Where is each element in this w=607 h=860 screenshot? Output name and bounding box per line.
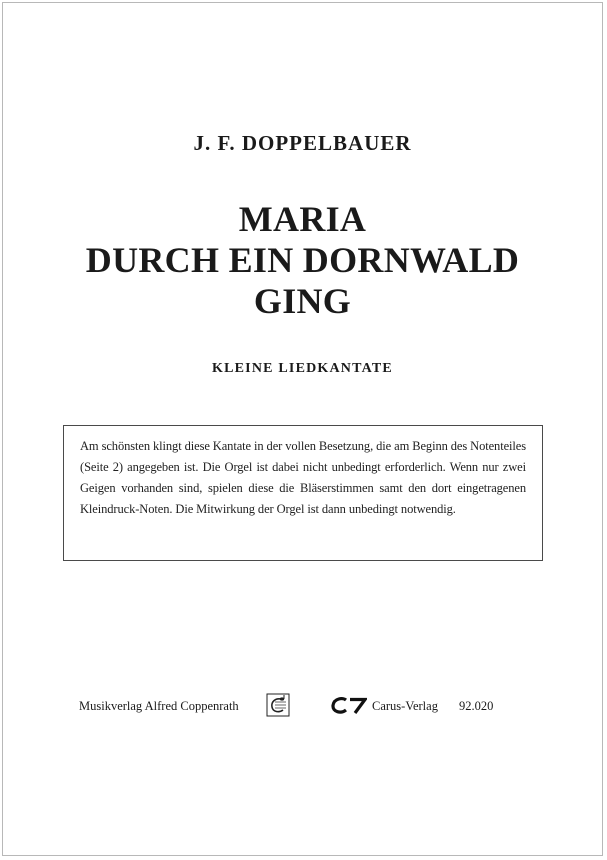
work-title: [3, 199, 602, 322]
publisher-footer: [79, 693, 539, 719]
catalog-number: 92.020: [459, 699, 494, 713]
carus-logo-icon: [331, 697, 367, 714]
work-subtitle: KLEINE LIEDKANTATE: [212, 361, 393, 376]
performance-note-box: [63, 425, 543, 561]
title-line-3: GING: [253, 281, 352, 321]
score-cover-page: [2, 2, 603, 856]
publisher-coppenrath: Musikverlag Alfred Coppenrath: [79, 699, 239, 713]
title-line-1: MARIA: [238, 199, 367, 239]
composer-name: J. F. DOPPELBAUER: [193, 131, 412, 155]
performance-note-text: Am schönsten klingt diese Kantate in der vollen Besetzung, die am Beginn des Notenteiles (Seite 2) angegeben ist. Die Orgel ist dabei nicht unbedingt erforderlich. Wenn nur zwei Geigen vorhanden sind, spielen diese die Bläserstimmen samt den dort eingetragenen Kleindruck-Noten. Die Mitwirkung der Orgel ist dann unbedingt notwendig.: [80, 439, 526, 516]
coppenrath-logo-icon: [266, 693, 290, 717]
title-line-2: DURCH EIN DORNWALD: [85, 240, 520, 280]
publisher-carus: Carus-Verlag: [372, 699, 438, 713]
